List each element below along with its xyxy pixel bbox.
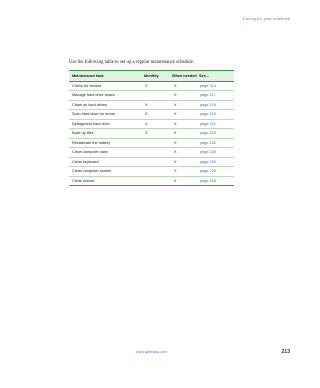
task-cell: Clean computer case: [72, 150, 108, 155]
task-cell: Clean keyboard: [72, 159, 99, 164]
task-cell: Clean mouse: [72, 178, 95, 183]
see-page-link[interactable]: page 221: [200, 121, 216, 126]
footer-url[interactable]: www.gateway.com: [136, 350, 168, 354]
monthly-cell: X: [145, 131, 148, 136]
when-needed-cell: X: [174, 150, 177, 155]
see-page-link[interactable]: page 225: [200, 150, 216, 155]
column-header-see: See...: [199, 73, 209, 78]
monthly-cell: X: [145, 121, 148, 126]
task-cell: Manage hard drive space: [72, 93, 115, 98]
column-header-task: Maintenance task: [72, 73, 104, 78]
table-row: [69, 91, 234, 101]
when-needed-cell: X: [174, 102, 177, 107]
when-needed-cell: X: [174, 83, 177, 88]
task-cell: Scan hard drive for errors: [72, 112, 116, 117]
task-cell: Recalibrate the battery: [72, 140, 111, 145]
task-cell: Clean computer screen: [72, 169, 112, 174]
when-needed-cell: X: [174, 159, 177, 164]
when-needed-cell: X: [174, 121, 177, 126]
see-page-link[interactable]: page 223: [200, 131, 216, 136]
task-cell: Check for viruses: [72, 83, 102, 88]
table-row: [69, 110, 234, 120]
see-page-link[interactable]: page 226: [200, 178, 216, 183]
monthly-cell: X: [145, 112, 148, 117]
intro-paragraph: Use the following table to set up a regular maintenance schedule.: [69, 60, 195, 65]
when-needed-cell: X: [174, 131, 177, 136]
table-row: [69, 101, 234, 111]
maintenance-table: [69, 70, 234, 186]
column-header-monthly: Monthly: [144, 73, 159, 78]
table-body: [69, 82, 234, 186]
table-row: [69, 158, 234, 168]
see-page-link[interactable]: page 217: [200, 93, 216, 98]
when-needed-cell: X: [174, 140, 177, 145]
page-number: 213: [281, 349, 290, 355]
task-cell: Defragment hard drive: [72, 121, 110, 126]
see-page-link[interactable]: page 225: [200, 159, 216, 164]
when-needed-cell: X: [174, 178, 177, 183]
monthly-cell: X: [145, 102, 148, 107]
table-row: [69, 82, 234, 92]
when-needed-cell: X: [174, 93, 177, 98]
table-row: [69, 139, 234, 149]
when-needed-cell: X: [174, 169, 177, 174]
when-needed-cell: X: [174, 112, 177, 117]
task-cell: Clean up hard drives: [72, 102, 108, 107]
see-page-link[interactable]: page 218: [200, 102, 216, 107]
table-row: [69, 167, 234, 177]
table-row: [69, 148, 234, 158]
monthly-cell: X: [145, 83, 148, 88]
table-row: [69, 129, 234, 139]
task-cell: Back up files: [72, 131, 94, 136]
see-page-link[interactable]: page 226: [200, 169, 216, 174]
see-page-link[interactable]: page 219: [200, 112, 216, 117]
table-row: [69, 120, 234, 130]
table-header-row: [69, 71, 234, 82]
see-page-link[interactable]: page 152: [200, 140, 216, 145]
column-header-when-needed: When needed: [172, 73, 197, 78]
see-page-link[interactable]: page 214: [200, 83, 216, 88]
running-header: Caring for your notebook: [242, 16, 290, 21]
table-row: [69, 177, 234, 186]
